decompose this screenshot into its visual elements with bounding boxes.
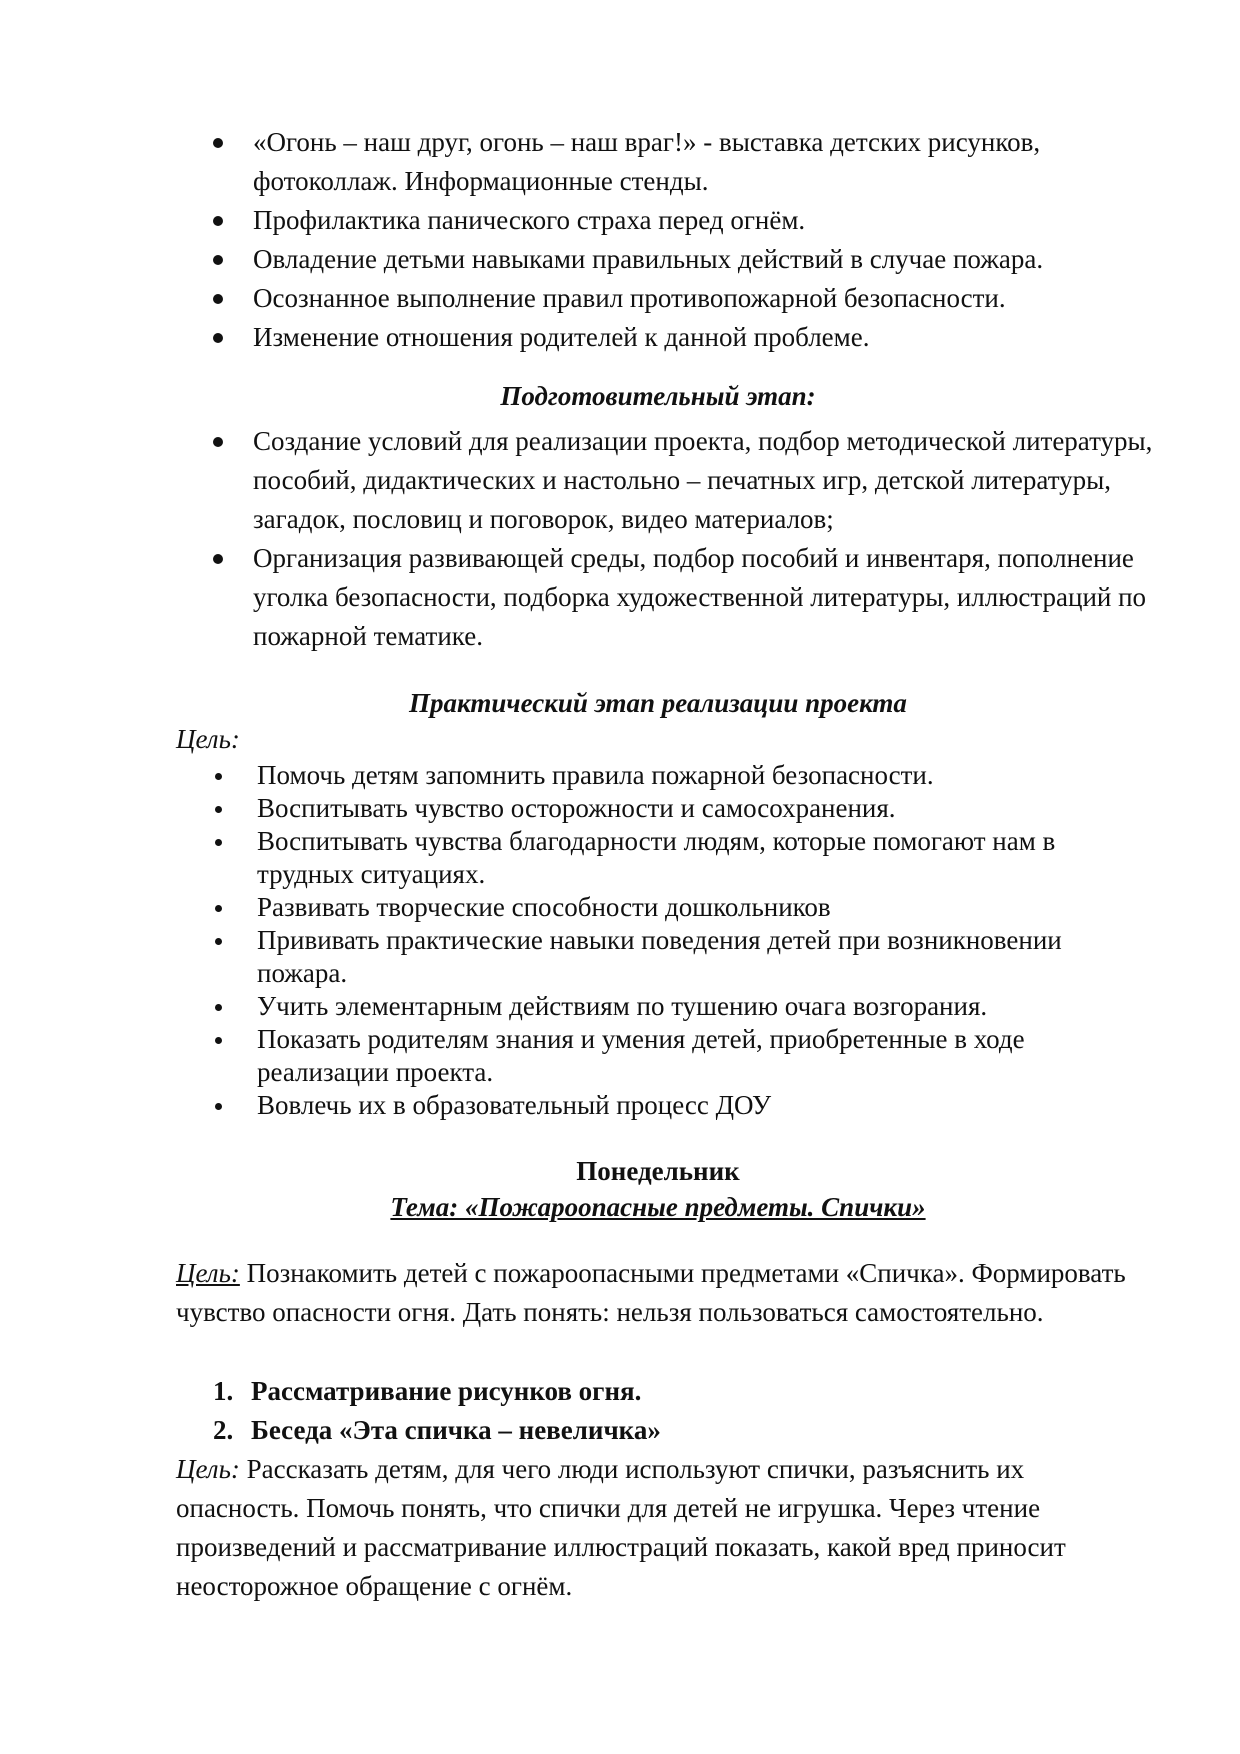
list-item [213, 1411, 1113, 1450]
list-item: Профилактика панического страха перед огнём. [213, 201, 1173, 240]
step-text: Беседа «Эта спичка – невеличка» [251, 1415, 661, 1445]
steps-list [213, 1372, 1113, 1450]
list-item: «Огонь – наш друг, огонь – наш враг!» - выставка детских рисунков, фотоколлаж. Информационные стенды. [213, 123, 1173, 201]
goal-label: Цель: [176, 1258, 240, 1288]
steps-section [213, 1372, 1113, 1450]
monday-goal2-paragraph [176, 1450, 1151, 1606]
prep-section [213, 422, 1173, 656]
theme-heading: Тема: «Пожароопасные предметы. Спички» [390, 1192, 926, 1222]
list-item: Изменение отношения родителей к данной проблеме. [213, 318, 1173, 357]
practical-section [215, 759, 1155, 1122]
prep-list [213, 422, 1173, 656]
list-item: Показать родителям знания и умения детей, приобретенные в ходе реализации проекта. [215, 1023, 1155, 1089]
list-item: Осознанное выполнение правил противопожарной безопасности. [213, 279, 1173, 318]
day-heading: Понедельник [576, 1156, 740, 1186]
list-item: Развивать творческие способности дошкольников [215, 891, 1155, 924]
list-item: Организация развивающей среды, подбор пособий и инвентаря, пополнение уголка безопасности, подборка художественной литературы, иллюстраций по пожарной тематике. [213, 539, 1173, 656]
list-item: Овладение детьми навыками правильных действий в случае пожара. [213, 240, 1173, 279]
list-item [213, 1372, 1113, 1411]
goal2-label: Цель: [176, 1454, 240, 1484]
list-item: Учить элементарным действиям по тушению очага возгорания. [215, 990, 1155, 1023]
goal2-text: Рассказать детям, для чего люди используют спички, разъяснить их опасность. Помочь понять, что спички для детей не игрушка. Через чтение произведений и рассматривание иллюстраций показать, какой вред приносит неосторожное обращение с огнём. [176, 1454, 1066, 1601]
prep-heading: Подготовительный этап: [500, 381, 816, 411]
list-item: Помочь детям запомнить правила пожарной безопасности. [215, 759, 1155, 792]
outcomes-section [213, 123, 1173, 357]
list-item: Воспитывать чувства благодарности людям, которые помогают нам в трудных ситуациях. [215, 825, 1155, 891]
list-item: Вовлечь их в образовательный процесс ДОУ [215, 1089, 1155, 1122]
list-item: Прививать практические навыки поведения детей при возникновении пожара. [215, 924, 1155, 990]
list-item: Создание условий для реализации проекта, подбор методической литературы, пособий, дидактических и настольно – печатных игр, детской литературы, загадок, пословиц и поговорок, видео материалов; [213, 422, 1173, 539]
practical-goals-list [215, 759, 1155, 1122]
list-item: Воспитывать чувство осторожности и самосохранения. [215, 792, 1155, 825]
step-number: 2. [213, 1415, 234, 1445]
goal-text: Познакомить детей с пожароопасными предметами «Спичка». Формировать чувство опасности огня. Дать понять: нельзя пользоваться самостоятельно. [176, 1258, 1126, 1327]
outcomes-list [213, 123, 1173, 357]
step-number: 1. [213, 1376, 234, 1406]
practical-heading: Практический этап реализации проекта [409, 688, 907, 718]
monday-goal-paragraph [176, 1254, 1151, 1332]
step-text: Рассматривание рисунков огня. [251, 1376, 642, 1406]
practical-goal-label: Цель: [176, 724, 240, 754]
